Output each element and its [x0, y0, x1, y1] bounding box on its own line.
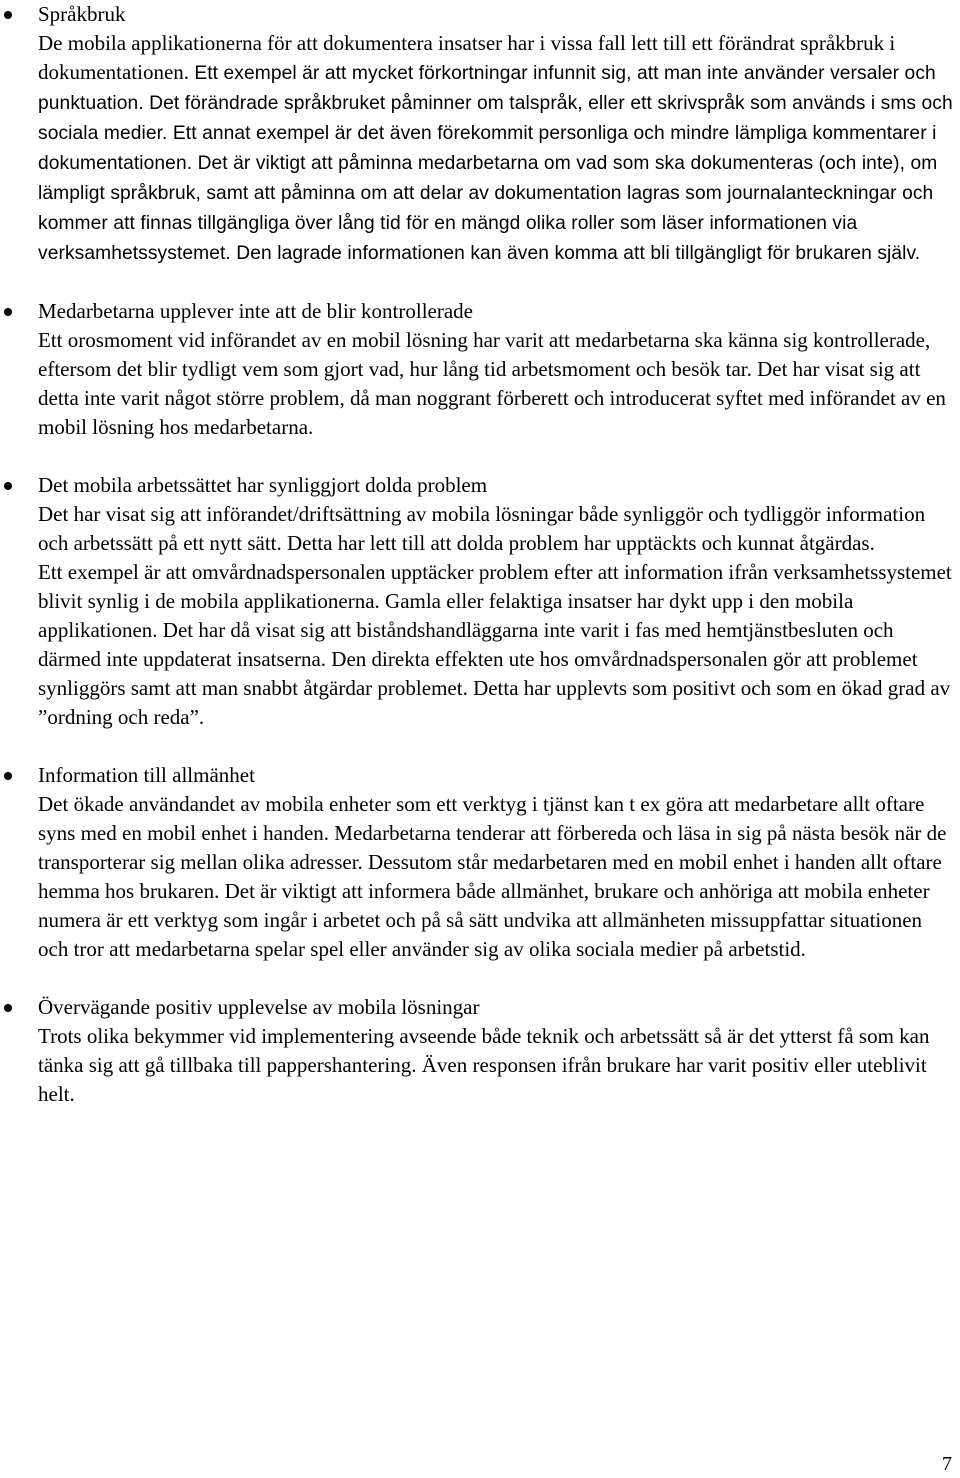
section-heading: Det mobila arbetssättet har synliggjort dolda problem — [38, 473, 488, 497]
section-paragraph: Ett orosmoment vid införandet av en mobil lösning har varit att medarbetarna ska känna sig kontrollerade, eftersom det blir tydligt vem som gjort vad, hur lång tid arbetsmoment och besök tar. Det har visat sig att detta inte varit något större problem, då man noggrant förberett och introducerat syftet med införandet av en mobil lösning hos medarbetarna. — [38, 328, 946, 439]
section-medarbetarna-kontrollerade — [0, 297, 960, 442]
bullet-icon — [4, 772, 12, 780]
section-positiv-upplevelse — [0, 993, 960, 1109]
section-paragraph: Det ökade användandet av mobila enheter som ett verktyg i tjänst kan t ex göra att medarbetare allt oftare syns med en mobil enhet i handen. Medarbetarna tenderar att förbereda och läsa in sig på nästa besök när de transporterar sig mellan olika adresser. Dessutom står medarbetaren med en mobil enhet i handen allt oftare hemma hos brukaren. Det är viktigt att informera både allmänhet, brukare och anhöriga att mobila enheter numera är ett verktyg som ingår i arbetet och på så sätt undvika att allmänheten missuppfattar situationen och tror att medarbetarna spelar spel eller använder sig av olika sociala medier på arbetstid. — [38, 792, 947, 961]
section-paragraph: Det har visat sig att införandet/driftsättning av mobila lösningar både synliggör och tydliggör information och arbetssätt på ett nytt sätt. Detta har lett till att dolda problem har upptäckts och kunnat åtgärdas. — [38, 502, 926, 555]
section-heading: Medarbetarna upplever inte att de blir kontrollerade — [38, 299, 473, 323]
section-dolda-problem — [0, 471, 960, 732]
paragraph-text: De mobila applikationerna för att dokumentera insatser har i vissa fall lett till ett förändrat språkbruk i dokumentationen. — [38, 31, 896, 84]
bullet-icon — [4, 308, 12, 316]
section-paragraph: Ett exempel är att omvårdnadspersonalen upptäcker problem efter att information ifrån verksamhetssystemet blivit synlig i de mobila applikationerna. Gamla eller felaktiga insatser har dykt upp i den mobila applikationen. Det har då visat sig att biståndshandläggarna inte varit i fas med hemtjänstbesluten och därmed inte uppdaterat insatserna. Den direkta effekten ute hos omvårdnadspersonalen gör att problemet synliggörs samt att man snabbt åtgärdar problemet. Detta har upplevts som positivt och som en ökad grad av ”ordning och reda”. — [38, 560, 952, 729]
bullet-icon — [4, 11, 12, 19]
bullet-icon — [4, 482, 12, 490]
section-heading: Språkbruk — [38, 2, 126, 26]
bullet-icon — [4, 1004, 12, 1012]
section-paragraph — [38, 29, 956, 268]
section-paragraph: Trots olika bekymmer vid implementering avseende både teknik och arbetssätt så är det ytterst få som kan tänka sig att gå tillbaka till pappershantering. Även responsen ifrån brukare har varit positiv eller uteblivit helt. — [38, 1024, 930, 1106]
section-heading: Övervägande positiv upplevelse av mobila lösningar — [38, 995, 480, 1019]
paragraph-text-sans: Ett exempel är att mycket förkortningar infunnit sig, att man inte använder versaler och punktuation. Det förändrade språkbruket påminner om talspråk, eller ett skrivspråk som används i sms och sociala medier. Ett annat exempel är det även förekommit personliga och mindre lämpliga kommentarer i dokumentationen. Det är viktigt att påminna medarbetarna om vad som ska dokumenteras (och inte), om lämpligt språkbruk, samt att påminna om att delar av dokumentation lagras som journalanteckningar och kommer att finnas tillgängliga över lång tid för en mängd olika roller som läser informationen via verksamhetssystemet. Den lagrade informationen kan även komma att bli tillgängligt för brukaren själv. — [38, 63, 953, 264]
page-number: 7 — [942, 1453, 952, 1475]
section-sprakbruk — [0, 0, 960, 268]
section-heading: Information till allmänhet — [38, 763, 255, 787]
section-information-allmanhet — [0, 761, 960, 964]
